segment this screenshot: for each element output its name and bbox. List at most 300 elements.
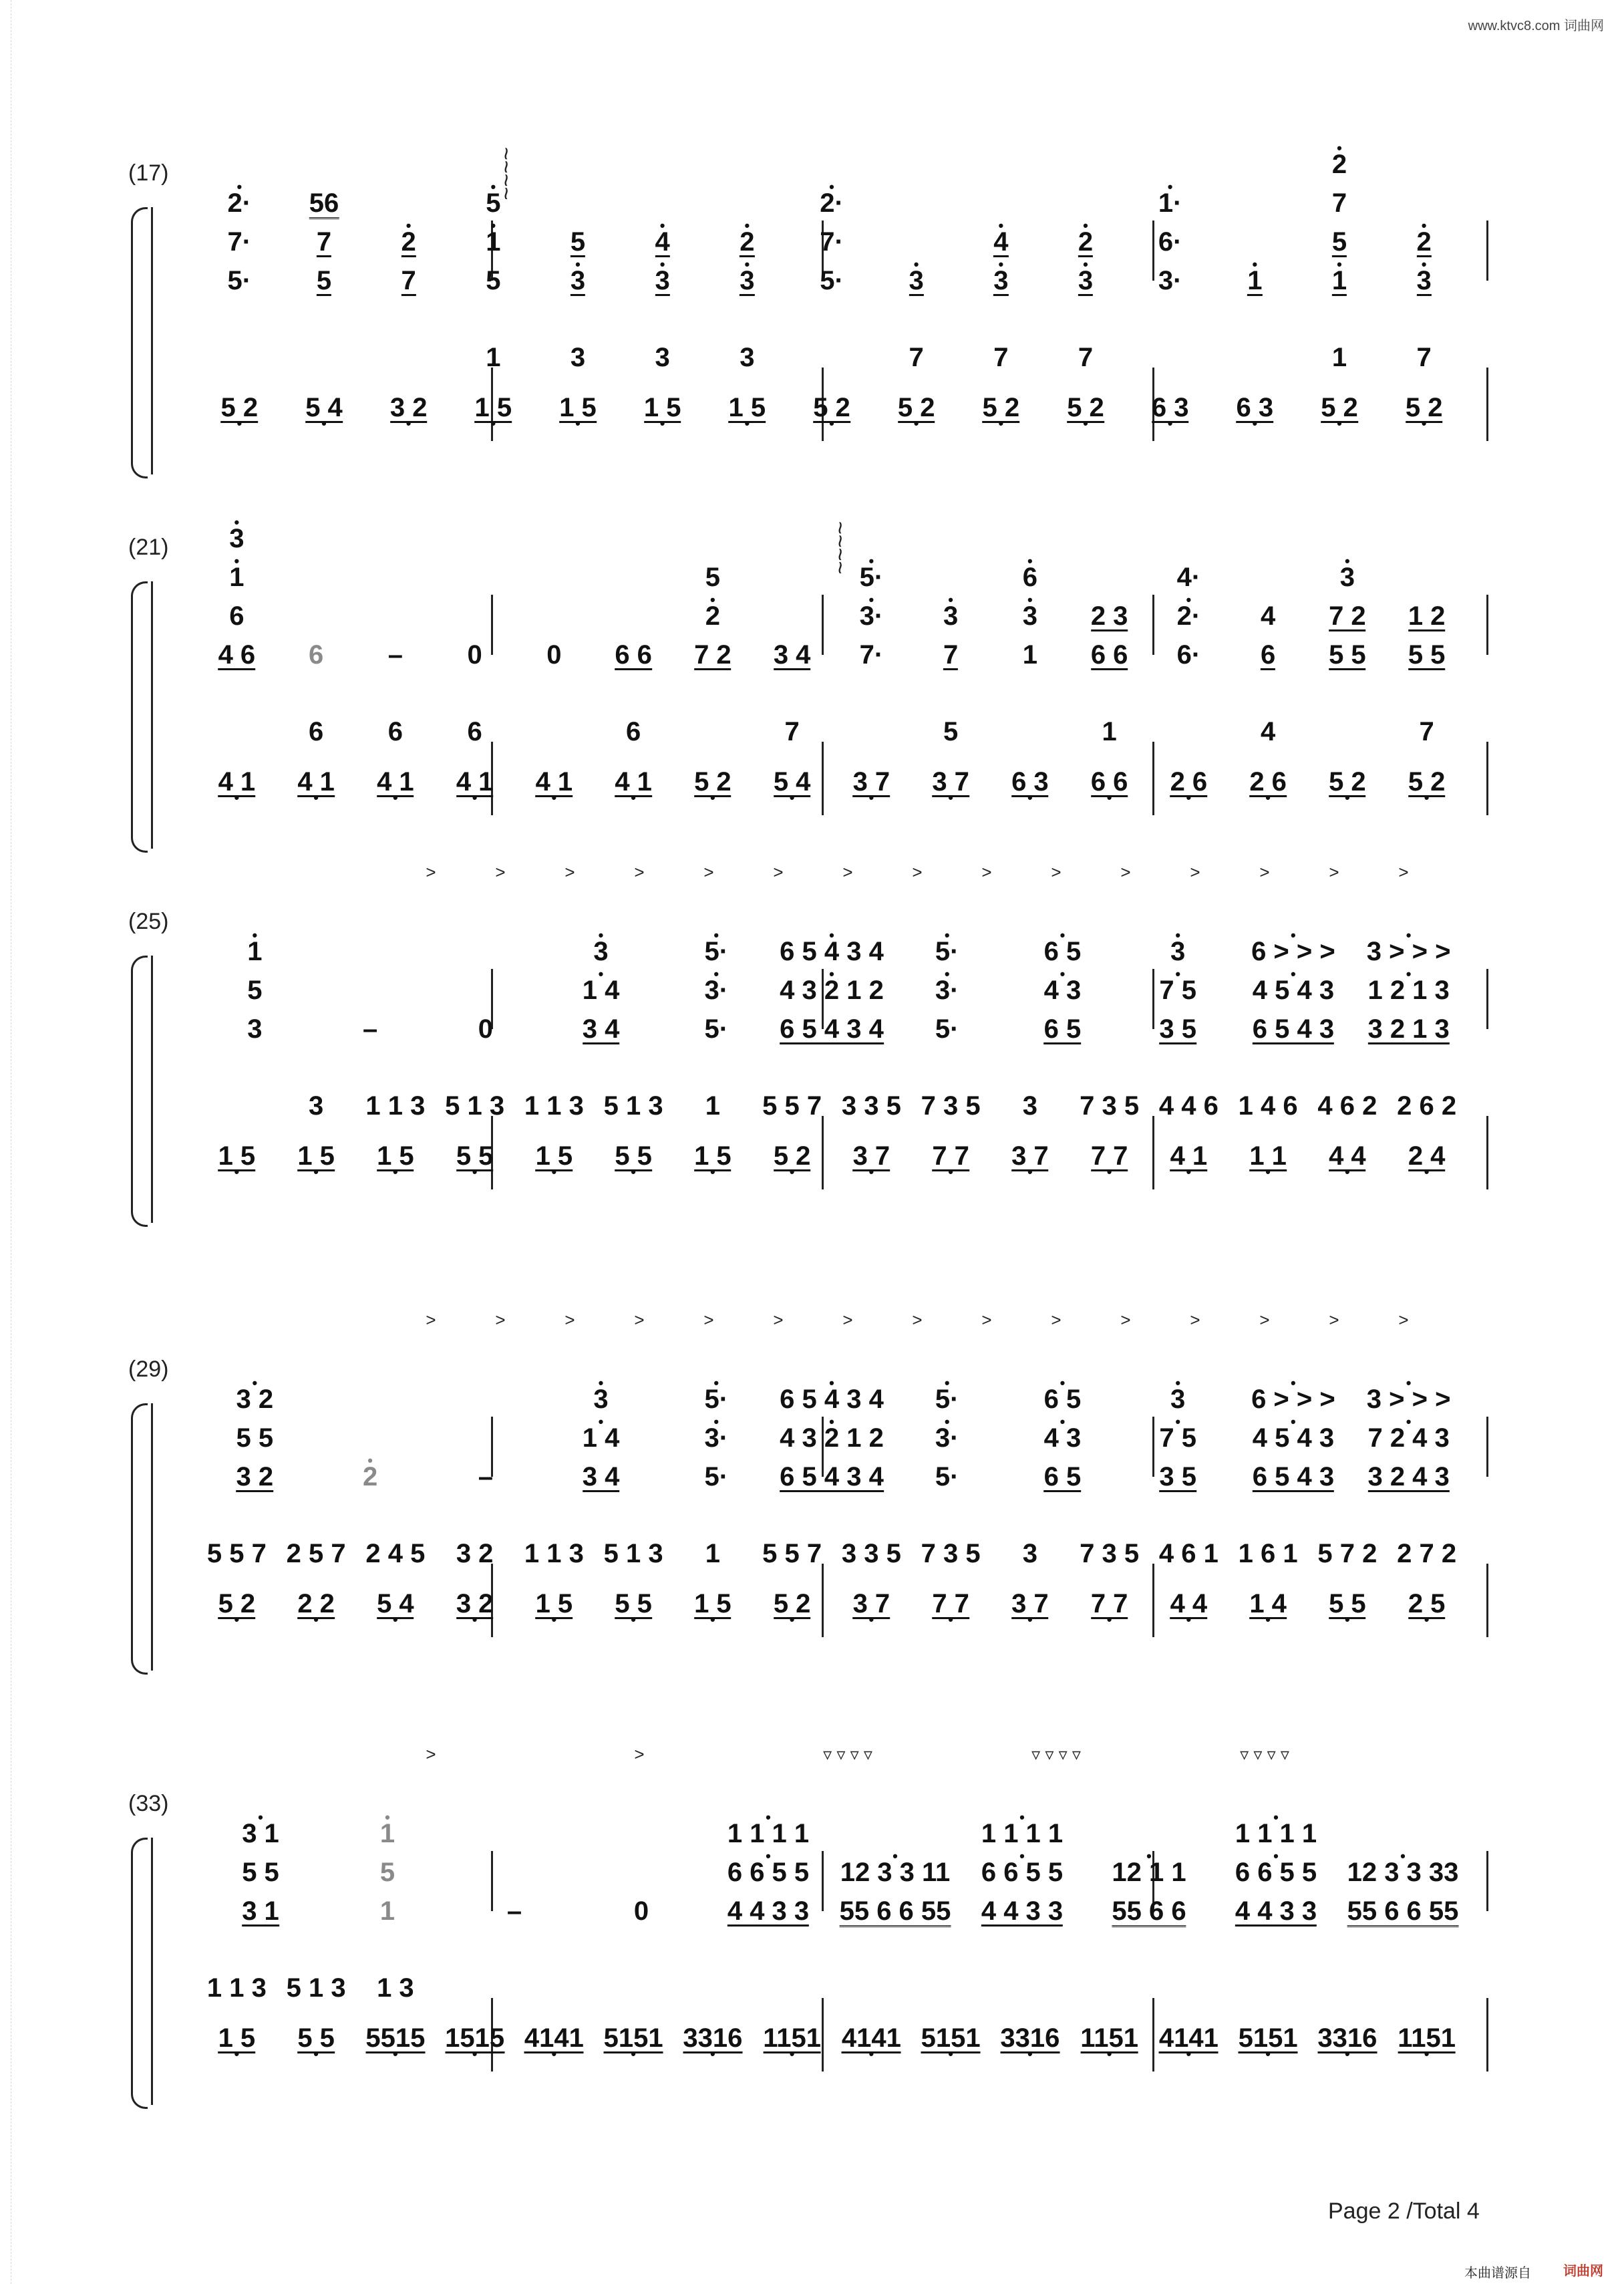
- bass-note: 5 2 •: [1329, 768, 1366, 797]
- bass-chord-note: 5 1 3: [445, 1091, 505, 1121]
- bass-chord-note: 7 3 5: [921, 1091, 981, 1121]
- bass-note: 5 2 •: [1321, 394, 1358, 423]
- bass-note: 5 2 •: [774, 1590, 811, 1619]
- treble-note: • 6 6 5 5: [727, 1859, 809, 1886]
- treble-note: 5 5: [242, 1858, 279, 1887]
- credit-text: 本曲谱源自: [1464, 2266, 1531, 2281]
- bass-note: 4 1 •: [377, 768, 414, 797]
- treble-note: 5 5: [1408, 640, 1446, 670]
- bass-note: 7 7 •: [1091, 1143, 1128, 1171]
- arpeggio-mark: ~~~~: [493, 147, 518, 200]
- treble-note: • 6 > > >: [1251, 1386, 1335, 1413]
- accent-mark: >: [703, 862, 714, 882]
- bass-note: 7 7 •: [932, 1143, 969, 1171]
- accent-mark: >: [1120, 862, 1131, 882]
- bass-note: 3 7 •: [932, 768, 969, 797]
- accent-mark: >: [426, 862, 436, 882]
- barline: [1486, 1116, 1488, 1189]
- treble-note: • 2: [740, 229, 754, 257]
- treble-note: • 2: [401, 229, 416, 257]
- treble-note: 6 5 4 3: [1252, 1462, 1335, 1491]
- bass-note: 6 3 •: [1011, 768, 1049, 797]
- bass-note: 5 5 •: [615, 1590, 652, 1619]
- barline: [1152, 742, 1154, 815]
- bass-chord-note: 2 4 5: [365, 1539, 426, 1568]
- barline: [822, 1116, 824, 1189]
- bass-chord-note: 7: [1416, 343, 1432, 372]
- bass-note: 1151 •: [763, 2025, 821, 2053]
- bass-note: 1 5 •: [218, 2025, 256, 2053]
- treble-note: 5: [316, 266, 332, 295]
- accent-mark: >: [495, 1310, 506, 1330]
- treble-note: • 3 1: [242, 1820, 279, 1847]
- treble-note: –: [362, 1014, 378, 1044]
- treble-note: • 5·: [860, 564, 884, 591]
- treble-note: 6: [229, 601, 245, 631]
- bass-chord-note: 3: [309, 1091, 324, 1121]
- bass-chord-note: 1: [1102, 717, 1117, 746]
- bass-note: 4 1 •: [615, 768, 652, 797]
- treble-note: 5: [379, 1858, 395, 1887]
- treble-note: 5: [486, 266, 501, 295]
- barline: [1152, 221, 1154, 281]
- bass-chord-note: 1: [705, 1539, 720, 1568]
- barline: [1486, 368, 1488, 441]
- bass-note: 5 4 •: [305, 394, 343, 423]
- treble-note: 6 6: [615, 640, 652, 670]
- treble-note: • 7 5: [1159, 977, 1196, 1004]
- accent-mark: >: [912, 862, 923, 882]
- bass-chord-note: 3 3 5: [841, 1539, 901, 1568]
- page-edge: [4, 0, 11, 2284]
- treble-note: • 4 3 2 1 2: [780, 1425, 884, 1451]
- bass-note: 1 5 •: [559, 394, 597, 423]
- bass-chord-note: 5 1 3: [286, 1973, 346, 2003]
- barline: [822, 742, 824, 815]
- accent-mark: >: [1190, 1310, 1200, 1330]
- treble-note: 7·: [859, 640, 884, 670]
- measure-number: (33): [128, 1791, 169, 1816]
- bass-chord-note: 2 6 2: [1397, 1091, 1457, 1121]
- treble-note: • 2·: [820, 190, 844, 217]
- barline: [1152, 1564, 1154, 1637]
- bass-note: 5 2 •: [1067, 394, 1104, 423]
- barline: [1486, 1417, 1488, 1477]
- bass-chord-note: 7 3 5: [1080, 1091, 1140, 1121]
- bass-note: 1151 •: [1080, 2025, 1138, 2053]
- accent-mark: >: [1398, 862, 1409, 882]
- accent-mark: >: [564, 1310, 575, 1330]
- treble-note: 7: [1331, 188, 1347, 218]
- treble-note: 55 6 6 55: [1347, 1896, 1459, 1926]
- treble-note: 6 5 4 3: [1252, 1014, 1335, 1044]
- barline: [1486, 742, 1488, 815]
- arpeggio-mark: ~~~~: [827, 521, 852, 575]
- bass-note: 5 2 •: [813, 394, 850, 423]
- treble-note: • 4 3 2 1 2: [780, 977, 884, 1004]
- accent-mark: ▿ ▿ ▿ ▿: [823, 1744, 872, 1764]
- bass-note: 5 2 •: [983, 394, 1020, 423]
- treble-note: 0: [478, 1014, 493, 1044]
- bass-note: 4141 •: [524, 2025, 584, 2053]
- accent-mark: >: [1259, 862, 1270, 882]
- treble-note: • 4 3: [1044, 977, 1082, 1004]
- bass-chord-note: 7 3 5: [1080, 1539, 1140, 1568]
- treble-note: 4 6: [218, 640, 256, 670]
- treble-note: 55 6 6 55: [839, 1896, 951, 1926]
- bass-note: 4 1 •: [1170, 1143, 1208, 1171]
- treble-note: • 2: [1332, 151, 1347, 178]
- bass-note: 4141 •: [1159, 2025, 1219, 2053]
- bass-note: 4 4 •: [1170, 1590, 1208, 1619]
- treble-note: 3 1: [242, 1896, 279, 1926]
- site-logo: 词曲网: [1563, 2264, 1603, 2279]
- bass-chord-note: 2 5 7: [286, 1539, 346, 1568]
- treble-note: 3 2 1 3: [1367, 1014, 1450, 1044]
- bass-note: 1 5 •: [218, 1143, 256, 1171]
- treble-note: • 3: [1170, 938, 1185, 965]
- treble-note: • 2: [1417, 229, 1432, 257]
- bass-chord-note: 6: [467, 717, 482, 746]
- treble-note: • 2: [1078, 229, 1093, 257]
- bass-note: 5 2 •: [221, 394, 259, 423]
- bass-note: 5 4 •: [377, 1590, 414, 1619]
- treble-note: • 3: [740, 267, 754, 296]
- treble-note: 3 4: [773, 640, 811, 670]
- treble-note: 2 3: [1090, 601, 1128, 631]
- bass-note: 5 2 •: [774, 1143, 811, 1171]
- treble-note: • 5·: [935, 938, 959, 965]
- treble-note: • 3: [229, 525, 244, 552]
- bass-note: 5 2 •: [694, 768, 732, 797]
- bass-chord-note: 4 6 1: [1158, 1539, 1219, 1568]
- accent-mark: >: [1259, 1310, 1270, 1330]
- bass-chord-note: 1 1 3: [524, 1091, 584, 1121]
- treble-note: • 7 2 4 3: [1367, 1425, 1449, 1451]
- bass-note: 1 4 •: [1249, 1590, 1287, 1619]
- treble-note: 6 6: [1090, 640, 1128, 670]
- treble-note: • 6 > > >: [1251, 938, 1335, 965]
- barline: [491, 595, 493, 655]
- bass-chord-note: 5 1 3: [603, 1091, 663, 1121]
- treble-note: 3 5: [1159, 1014, 1196, 1044]
- barline: [1486, 1851, 1488, 1911]
- treble-note: • 1·: [1158, 190, 1182, 217]
- bass-note: 1 1 •: [1249, 1143, 1287, 1171]
- treble-note: 5·: [935, 1014, 959, 1044]
- treble-note: 5: [1331, 227, 1347, 257]
- accent-mark: >: [773, 1310, 784, 1330]
- accent-mark: >: [703, 1310, 714, 1330]
- treble-note: • 12 1 1: [1112, 1859, 1186, 1886]
- barline: [1152, 1116, 1154, 1189]
- treble-note: • 7 5: [1159, 1425, 1196, 1451]
- bass-note: 2 6 •: [1249, 768, 1287, 797]
- bass-note: 5151 •: [604, 2025, 663, 2053]
- treble-note: 4: [1261, 601, 1276, 631]
- bass-note: 6 3 •: [1152, 394, 1189, 423]
- bass-note: 5 2 •: [1408, 768, 1446, 797]
- treble-note: 6: [1261, 640, 1276, 670]
- treble-note: • 1: [380, 1820, 395, 1847]
- treble-note: 7·: [820, 227, 844, 257]
- treble-note: • 2: [363, 1463, 377, 1490]
- bass-note: 1 5 •: [644, 394, 681, 423]
- treble-note: 7·: [227, 227, 252, 257]
- bass-note: 1 5 •: [377, 1143, 414, 1171]
- bass-chord-note: 1: [486, 343, 501, 372]
- bass-chord-note: 5: [943, 717, 959, 746]
- treble-note: 6 5 4 3 4: [780, 1462, 884, 1491]
- grand-staff-brace: [131, 1838, 148, 2109]
- treble-note: • 3 > > >: [1367, 938, 1451, 965]
- bass-note: 3316 •: [1000, 2025, 1060, 2053]
- treble-note: • 1 2 1 3: [1367, 977, 1449, 1004]
- bass-note: 5 5 •: [1329, 1590, 1366, 1619]
- bass-note: 3 7 •: [853, 1590, 890, 1619]
- bass-chord-note: 3: [1022, 1539, 1037, 1568]
- accent-mark: >: [981, 1310, 992, 1330]
- bass-chord-note: 1 3: [377, 1973, 414, 2003]
- barline: [1152, 595, 1154, 655]
- treble-note: 3 2: [236, 1462, 274, 1491]
- bass-note: 5151 •: [921, 2025, 981, 2053]
- barline: [1152, 1417, 1154, 1477]
- bass-note: 1 5 •: [475, 394, 512, 423]
- bass-note: 1 5 •: [694, 1590, 732, 1619]
- treble-note: 5·: [704, 1462, 729, 1491]
- system-line: [151, 956, 153, 1223]
- treble-note: • 3·: [704, 977, 728, 1004]
- bass-chord-note: 2 7 2: [1397, 1539, 1457, 1568]
- treble-note: 56: [309, 188, 339, 218]
- bass-chord-note: 7: [1078, 343, 1094, 372]
- grand-staff-brace: [131, 207, 148, 478]
- treble-note: • 4 5 4 3: [1253, 1425, 1334, 1451]
- bass-chord-note: 1 1 3: [206, 1973, 267, 2003]
- bass-note: 5 5 •: [297, 2025, 335, 2053]
- treble-note: • 3: [909, 267, 924, 296]
- bass-note: 6 6 •: [1091, 768, 1128, 797]
- treble-note: • 3·: [704, 1425, 728, 1451]
- bass-note: 3 7 •: [853, 768, 890, 797]
- measure-number: (25): [128, 909, 169, 934]
- accent-mark: >: [426, 1744, 436, 1764]
- bass-chord-note: 1: [1331, 343, 1347, 372]
- bass-chord-note: 4 4 6: [1158, 1091, 1219, 1121]
- treble-note: 3 5: [1159, 1462, 1196, 1491]
- bass-note: 4 1 •: [536, 768, 573, 797]
- bass-chord-note: 3: [1022, 1091, 1037, 1121]
- bass-note: 5 2 •: [218, 1590, 256, 1619]
- treble-note: • 2·: [228, 190, 252, 217]
- bass-chord-note: 1 1 3: [365, 1091, 426, 1121]
- accent-mark: >: [564, 862, 575, 882]
- barline: [822, 1998, 824, 2072]
- treble-note: • 6: [1023, 564, 1037, 591]
- treble-note: • 6 6 5 5: [981, 1859, 1063, 1886]
- treble-note: • 6 5: [1044, 1386, 1082, 1413]
- treble-note: 5·: [820, 266, 844, 295]
- grand-staff-brace: [131, 956, 148, 1227]
- treble-note: 6·: [1176, 640, 1201, 670]
- bass-chord-note: 1 1 3: [524, 1539, 584, 1568]
- treble-note: 1: [1022, 640, 1037, 670]
- bass-chord-note: 5 7 2: [1317, 1539, 1377, 1568]
- system-line: [151, 207, 153, 474]
- bass-note: 5151 •: [1239, 2025, 1298, 2053]
- treble-note: 4 4 3 3: [1235, 1896, 1317, 1926]
- treble-note: • 3: [655, 267, 670, 296]
- treble-note: • 4: [993, 229, 1008, 257]
- treble-note: • 3·: [860, 603, 884, 629]
- treble-note: 5: [705, 563, 720, 592]
- treble-note: 6 5: [1043, 1462, 1082, 1491]
- bass-chord-note: 3: [740, 343, 755, 372]
- barline: [1486, 1564, 1488, 1637]
- treble-note: • 1 4: [583, 977, 620, 1004]
- bass-note: 5 5 •: [456, 1143, 494, 1171]
- treble-note: 7 2: [1329, 601, 1366, 631]
- treble-note: 5·: [704, 1014, 729, 1044]
- treble-note: 0: [546, 640, 562, 670]
- bass-note: 7 7 •: [1091, 1590, 1128, 1619]
- treble-note: 0: [467, 640, 482, 670]
- treble-note: • 12 3 3 33: [1347, 1859, 1459, 1886]
- accent-mark: >: [912, 1310, 923, 1330]
- treble-note: 3 2 4 3: [1367, 1462, 1450, 1491]
- treble-note: –: [478, 1462, 493, 1491]
- treble-note: 3 4: [582, 1014, 620, 1044]
- treble-note: • 3: [943, 603, 958, 629]
- accent-mark: >: [495, 862, 506, 882]
- bass-note: 5515 •: [365, 2025, 425, 2053]
- bass-chord-note: 7 3 5: [921, 1539, 981, 1568]
- accent-mark: >: [634, 862, 645, 882]
- bass-chord-note: 1: [705, 1091, 720, 1121]
- bass-note: 1 5 •: [297, 1143, 335, 1171]
- accent-mark: >: [981, 862, 992, 882]
- treble-note: 6 5 4 3 4: [780, 1014, 884, 1044]
- system-line: [151, 1403, 153, 1671]
- bass-note: 5 4 •: [774, 768, 811, 797]
- bass-note: 3 7 •: [1011, 1143, 1049, 1171]
- page-indicator: Page 2 /Total 4: [1328, 2198, 1480, 2224]
- treble-note: 6 5: [1043, 1014, 1082, 1044]
- accent-mark: ▿ ▿ ▿ ▿: [1031, 1744, 1081, 1764]
- barline: [1152, 1998, 1154, 2072]
- bass-note: 2 2 •: [297, 1590, 335, 1619]
- treble-note: 7 2: [694, 640, 732, 670]
- treble-note: 0: [633, 1896, 649, 1926]
- treble-note: • 1 1 1 1: [1235, 1820, 1317, 1847]
- bass-chord-note: 5 5 7: [206, 1539, 267, 1568]
- treble-note: • 3: [593, 1386, 608, 1413]
- bass-chord-note: 3 2: [456, 1539, 494, 1568]
- accent-mark: >: [1051, 1310, 1062, 1330]
- treble-note: • 1: [1332, 267, 1347, 296]
- treble-note: • 6 6 5 5: [1235, 1859, 1317, 1886]
- treble-note: • 1: [229, 564, 244, 591]
- treble-note: • 3·: [935, 977, 959, 1004]
- accent-mark: >: [634, 1744, 645, 1764]
- bass-chord-note: 7: [784, 717, 800, 746]
- bass-chord-note: 1 6 1: [1238, 1539, 1298, 1568]
- bass-note: 6 3 •: [1237, 394, 1274, 423]
- bass-note: 4 1 •: [297, 768, 335, 797]
- bass-note: 5 2 •: [898, 394, 935, 423]
- bass-note: 3 2 •: [456, 1590, 494, 1619]
- accent-mark: >: [1190, 862, 1200, 882]
- bass-note: 4 1 •: [218, 768, 256, 797]
- treble-note: • 5·: [935, 1386, 959, 1413]
- treble-note: • 4: [655, 229, 670, 257]
- bass-note: 1 5 •: [729, 394, 766, 423]
- accent-mark: >: [1120, 1310, 1131, 1330]
- bass-note: 3316 •: [683, 2025, 742, 2053]
- bass-note: 3 2 •: [390, 394, 428, 423]
- treble-note: • 1 1 1 1: [981, 1820, 1063, 1847]
- treble-note: 5: [570, 227, 586, 257]
- treble-note: • 3·: [935, 1425, 959, 1451]
- bass-note: 5 5 •: [615, 1143, 652, 1171]
- treble-note: • 3 2: [236, 1386, 274, 1413]
- barline: [491, 1851, 493, 1911]
- treble-note: 5 5: [1329, 640, 1366, 670]
- bass-chord-note: 4: [1261, 717, 1276, 746]
- barline: [1152, 969, 1154, 1029]
- treble-note: 55 6 6: [1112, 1896, 1186, 1926]
- treble-note: 3: [247, 1014, 263, 1044]
- accent-mark: >: [426, 1310, 436, 1330]
- barline: [1486, 1998, 1488, 2072]
- grand-staff-brace: [131, 1403, 148, 1675]
- treble-note: 5: [247, 976, 263, 1005]
- treble-note: 5·: [935, 1462, 959, 1491]
- accent-mark: >: [842, 862, 853, 882]
- bass-chord-note: 4 6 2: [1317, 1091, 1377, 1121]
- treble-note: • 6 5: [1044, 938, 1082, 965]
- bass-note: 2 4 •: [1408, 1143, 1446, 1171]
- bass-chord-note: 6: [626, 717, 641, 746]
- treble-note: • 1: [486, 229, 500, 255]
- treble-note: • 3: [1417, 267, 1432, 296]
- treble-note: • 5·: [704, 1386, 728, 1413]
- bass-note: 2 5 •: [1408, 1590, 1446, 1619]
- treble-note: • 3: [1023, 603, 1037, 629]
- bass-chord-note: 5 1 3: [603, 1539, 663, 1568]
- bass-chord-note: 5 5 7: [762, 1091, 822, 1121]
- bass-note: 4141 •: [842, 2025, 901, 2053]
- bass-note: 2 6 •: [1170, 768, 1208, 797]
- bass-note: 4 1 •: [456, 768, 494, 797]
- treble-note: 4·: [1176, 563, 1201, 592]
- bass-chord-note: 7: [993, 343, 1009, 372]
- treble-note: • 4 5 4 3: [1253, 977, 1334, 1004]
- treble-note: • 2·: [1177, 603, 1201, 629]
- bass-note: 4 4 •: [1329, 1143, 1366, 1171]
- treble-note: –: [387, 640, 403, 670]
- treble-note: • 5·: [704, 938, 728, 965]
- treble-note: • 1: [1247, 267, 1262, 296]
- treble-note: • 1 1 1 1: [727, 1820, 809, 1847]
- treble-note: –: [506, 1896, 522, 1926]
- treble-note: 4 4 3 3: [727, 1896, 810, 1926]
- accent-mark: >: [842, 1310, 853, 1330]
- bass-chord-note: 3 3 5: [841, 1091, 901, 1121]
- treble-note: • 6 5 4 3 4: [780, 938, 884, 965]
- accent-mark: >: [773, 862, 784, 882]
